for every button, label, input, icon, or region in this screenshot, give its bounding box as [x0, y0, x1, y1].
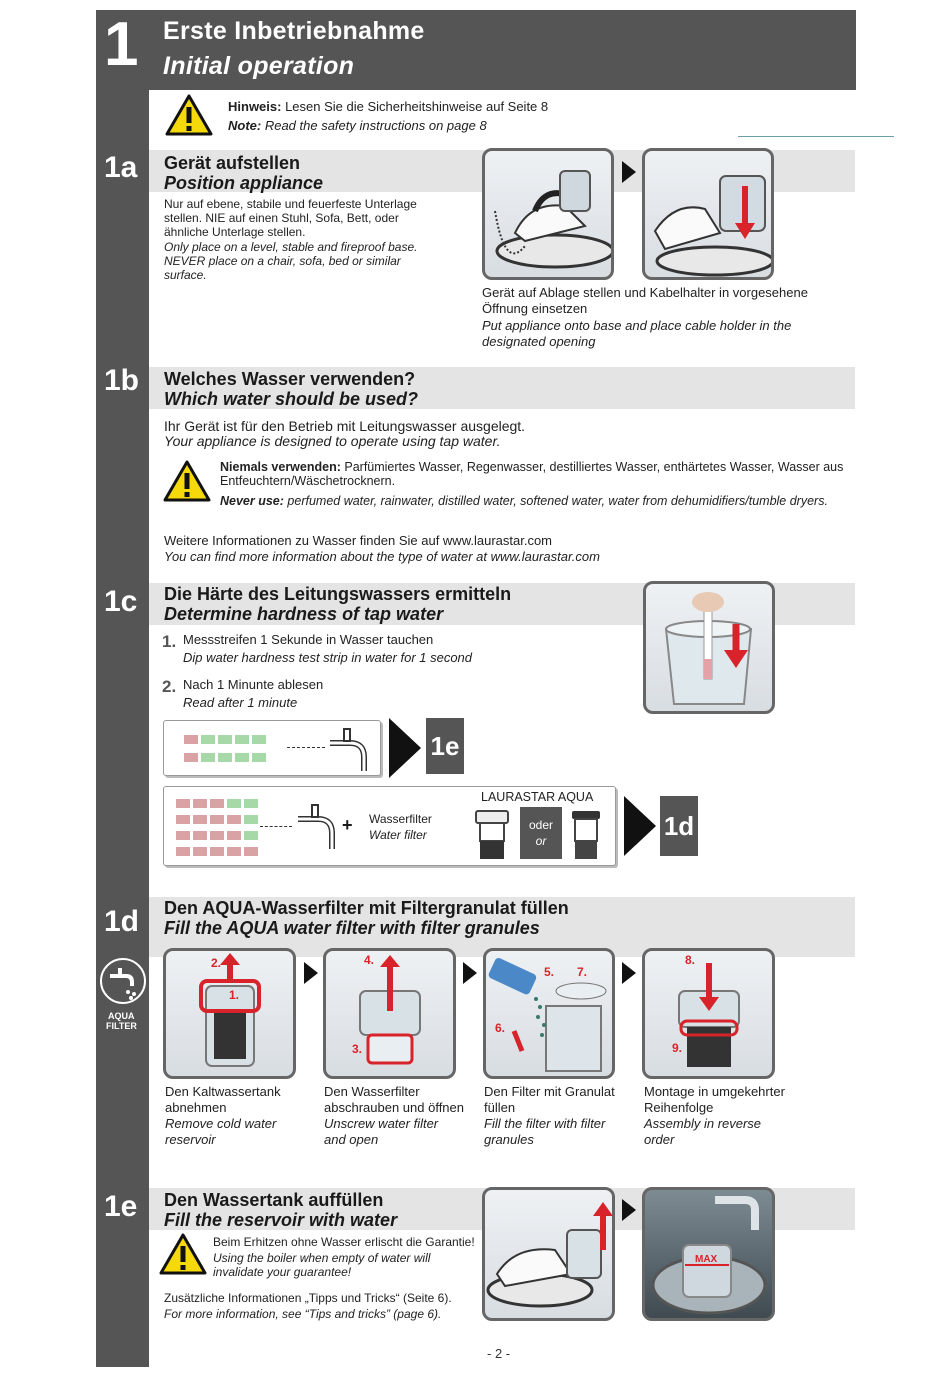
step-num-2: 2.	[211, 956, 222, 970]
pointer-line	[738, 136, 894, 137]
strip-soft-row2	[184, 753, 266, 762]
section-1a-title-de: Gerät aufstellen	[164, 153, 301, 173]
hardness-result-hard	[163, 786, 616, 866]
dashed-arrow	[287, 747, 325, 748]
step-1-en: Dip water hardness test strip in water for 1 second	[183, 650, 473, 665]
brand-label: LAURASTAR AQUA	[481, 790, 594, 804]
step-2-en: Read after 1 minute	[183, 695, 298, 710]
hardness-result-soft	[163, 720, 381, 776]
step-num-6: 6.	[495, 1021, 506, 1035]
section-1a-body-en: Only place on a level, stable and fireproof base. NEVER place on a chair, sofa, bed or similar surface.	[164, 240, 418, 282]
tap-icon	[292, 801, 338, 851]
step-remove-de: Den Kaltwassertank abnehmen	[165, 1084, 281, 1115]
or-badge: oder or	[520, 807, 562, 859]
step-2-de: Nach 1 Minunte ablesen	[183, 677, 324, 692]
step-1-de: Messstreifen 1 Sekunde in Wasser tauchen	[183, 632, 434, 647]
arrow-right-icon	[622, 962, 636, 984]
goto-1e-button[interactable]: 1e	[426, 718, 464, 774]
chapter-title-en: Initial operation	[163, 52, 355, 80]
section-1b-number: 1b	[104, 364, 140, 397]
filter-cartridge-icon	[570, 809, 602, 861]
goto-1d-button[interactable]: 1d	[660, 796, 698, 856]
step-remove-en: Remove cold water reservoir	[165, 1116, 277, 1147]
section-1a-title-en: Position appliance	[164, 173, 324, 193]
arrow-right-icon	[622, 161, 636, 183]
step-num-8: 8.	[685, 953, 696, 967]
filter-label: FILTER	[106, 1021, 137, 1031]
arrow-right-icon	[389, 718, 421, 778]
step-fill-de: Den Filter mit Granulat füllen	[484, 1084, 615, 1115]
section-1e-tips-en: For more information, see “Tips and tricks” (page 6).	[164, 1307, 442, 1321]
step-num-9: 9.	[672, 1041, 683, 1055]
section-1e-title-de: Den Wassertank auffüllen	[164, 1190, 384, 1210]
section-1b-title-en: Which water should be used?	[164, 389, 419, 409]
step-assembly-de: Montage in umgekehrter Reihenfolge	[644, 1084, 785, 1115]
warning-icon	[158, 1232, 208, 1276]
photo-unscrew-filter	[323, 948, 456, 1079]
filter-label-de: Wasserfilter	[369, 812, 432, 826]
warning-icon	[164, 93, 214, 137]
page-number: - 2 -	[487, 1346, 511, 1361]
chapter-number: 1	[104, 10, 139, 79]
dashed-arrow	[260, 826, 292, 827]
note-de: Hinweis: Lesen Sie die Sicherheitshinweise auf Seite 8	[228, 99, 549, 114]
section-1b-intro-de: Ihr Gerät ist für den Betrieb mit Leitungswasser ausgelegt.	[164, 418, 526, 434]
section-1c-title-en: Determine hardness of tap water	[164, 604, 444, 624]
step-fill-en: Fill the filter with filter granules	[484, 1116, 606, 1147]
step-2-number: 2.	[162, 677, 177, 696]
step-num-4: 4.	[364, 953, 375, 967]
filter-icon	[472, 809, 512, 861]
photo-remove-reservoir	[163, 948, 296, 1079]
section-1e-warn-en: Using the boiler when empty of water will invalidate your guarantee!	[213, 1251, 431, 1279]
section-1e-tips-de: Zusätzliche Informationen „Tipps und Tricks“ (Seite 6).	[164, 1291, 452, 1305]
photo-fill-at-tap	[642, 1187, 775, 1321]
strip-hard-row1	[176, 799, 258, 808]
section-1a-number: 1a	[104, 151, 138, 184]
warning-icon	[162, 459, 212, 503]
section-1a-body-de: Nur auf ebene, stabile und feuerfeste Unterlage stellen. NIE auf einen Stuhl, Sofa, Bett, oder ähnliche Unterlage stellen.	[164, 197, 417, 239]
section-1d-title-en: Fill the AQUA water filter with filter granules	[164, 918, 540, 938]
section-1a-caption-en: Put appliance onto base and place cable holder in the designated opening	[482, 318, 792, 349]
strip-hard-row3	[176, 831, 258, 840]
step-1-number: 1.	[162, 632, 177, 651]
arrow-right-icon	[304, 962, 318, 984]
strip-soft-row1	[184, 735, 266, 744]
section-1b-never-de: Niemals verwenden: Parfümiertes Wasser, Regenwasser, destilliertes Wasser, enthärtetes Wasser, Wasser aus Entfeuchtern/Wäschetrocknern.	[220, 460, 844, 488]
aqua-label: AQUA	[108, 1011, 135, 1021]
plus-sign: +	[342, 815, 353, 835]
section-1e-title-en: Fill the reservoir with water	[164, 1210, 398, 1230]
sidebar	[96, 10, 149, 1367]
section-1b-more-de: Weitere Informationen zu Wasser finden Sie auf www.laurastar.com	[164, 533, 553, 548]
section-1b-title-de: Welches Wasser verwenden?	[164, 369, 416, 389]
section-1c-number: 1c	[104, 585, 138, 618]
arrow-right-icon	[463, 962, 477, 984]
section-1a-caption-de: Gerät auf Ablage stellen und Kabelhalter in vorgesehene Öffnung einsetzen	[482, 285, 808, 316]
photo-cable-holder	[642, 148, 774, 280]
photo-reassemble	[642, 948, 775, 1079]
section-1e-warn-de: Beim Erhitzen ohne Wasser erlischt die Garantie!	[213, 1235, 475, 1249]
section-1d-number: 1d	[104, 905, 140, 938]
step-num-7: 7.	[577, 965, 588, 979]
strip-hard-row4	[176, 847, 258, 856]
arrow-right-icon	[624, 796, 656, 856]
section-1d-title-de: Den AQUA-Wasserfilter mit Filtergranulat füllen	[164, 898, 569, 918]
section-1b-never-en: Never use: perfumed water, rainwater, distilled water, softened water, water from dehumidifiers/tumble dryers.	[220, 494, 828, 508]
strip-hard-row2	[176, 815, 258, 824]
max-mark: MAX	[695, 1254, 718, 1265]
section-1c-title-de: Die Härte des Leitungswassers ermitteln	[164, 584, 512, 604]
step-unscrew-en: Unscrew water filter and open	[324, 1116, 439, 1147]
section-1b-more-en: You can find more information about the type of water at www.laurastar.com	[164, 549, 600, 564]
step-num-3: 3.	[352, 1042, 363, 1056]
step-num-1: 1.	[229, 988, 240, 1002]
photo-lift-reservoir	[482, 1187, 615, 1321]
section-1e-number: 1e	[104, 1190, 138, 1223]
section-1b-intro-en: Your appliance is designed to operate using tap water.	[164, 433, 501, 449]
arrow-right-icon	[622, 1199, 636, 1221]
aqua-filter-icon	[98, 956, 148, 1006]
step-num-5: 5.	[544, 965, 555, 979]
photo-test-strip	[643, 581, 775, 714]
filter-label-en: Water filter	[369, 828, 427, 842]
note-en: Note: Read the safety instructions on page 8	[228, 118, 487, 133]
photo-iron-on-base	[482, 148, 614, 280]
step-unscrew-de: Den Wasserfilter abschrauben und öffnen	[324, 1084, 464, 1115]
tap-icon	[324, 725, 370, 773]
chapter-title-de: Erste Inbetriebnahme	[163, 17, 425, 45]
step-assembly-en: Assembly in reverse order	[644, 1116, 762, 1147]
